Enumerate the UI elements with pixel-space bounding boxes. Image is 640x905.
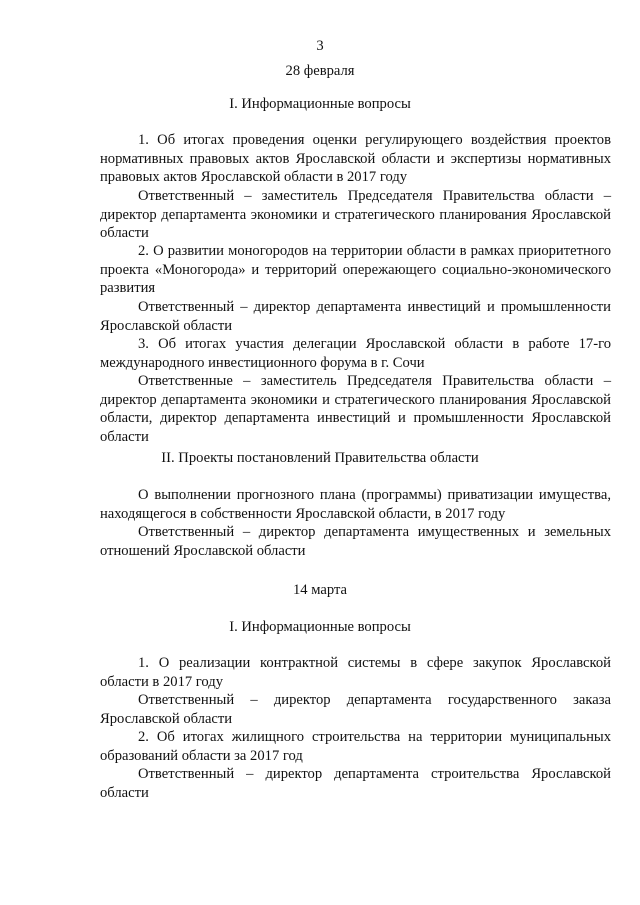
agenda-item-responsible: Ответственные – заместитель Председателя Правительства области – директор департамента экономики и стратегического планирования Ярославской области, директор департамента инвестиций и промышленности Ярославской области bbox=[100, 373, 611, 445]
agenda-item-title: 2. О развитии моногородов на территории области в рамках приоритетного проекта «Моногорода» и территорий опережающего социально-экономического развития bbox=[100, 243, 611, 297]
section-heading: I. Информационные вопросы bbox=[229, 619, 411, 635]
agenda-item-responsible: Ответственный – директор департамента имущественных и земельных отношений Ярославской области bbox=[100, 524, 611, 559]
agenda-item-title: 1. Об итогах проведения оценки регулирующего воздействия проектов нормативных правовых актов Ярославской области и экспертизы нормативных правовых актов Ярославской области в 2017 году bbox=[100, 132, 611, 186]
agenda-item-title: 2. Об итогах жилищного строительства на территории муниципальных образований области за 2017 год bbox=[100, 729, 611, 764]
agenda-item-title: О выполнении прогнозного плана (программы) приватизации имущества, находящегося в собственности Ярославской области, в 2017 году bbox=[100, 487, 611, 522]
section-date: 28 февраля bbox=[285, 63, 355, 79]
section-heading: II. Проекты постановлений Правительства области bbox=[161, 450, 479, 466]
page-number: 3 bbox=[316, 38, 324, 54]
agenda-item-responsible: Ответственный – директор департамента инвестиций и промышленности Ярославской области bbox=[100, 299, 611, 334]
agenda-item-responsible: Ответственный – директор департамента государственного заказа Ярославской области bbox=[100, 692, 611, 727]
agenda-item-title: 1. О реализации контрактной системы в сфере закупок Ярославской области в 2017 году bbox=[100, 655, 611, 690]
agenda-item-responsible: Ответственный – директор департамента строительства Ярославской области bbox=[100, 766, 611, 801]
agenda-item-title: 3. Об итогах участия делегации Ярославской области в работе 17-го международного инвестиционного форума в г. Сочи bbox=[100, 336, 611, 371]
section-date: 14 марта bbox=[293, 582, 347, 598]
agenda-item-responsible: Ответственный – заместитель Председателя Правительства области – директор департамента экономики и стратегического планирования Ярославской области bbox=[100, 188, 611, 242]
section-heading: I. Информационные вопросы bbox=[229, 96, 411, 112]
